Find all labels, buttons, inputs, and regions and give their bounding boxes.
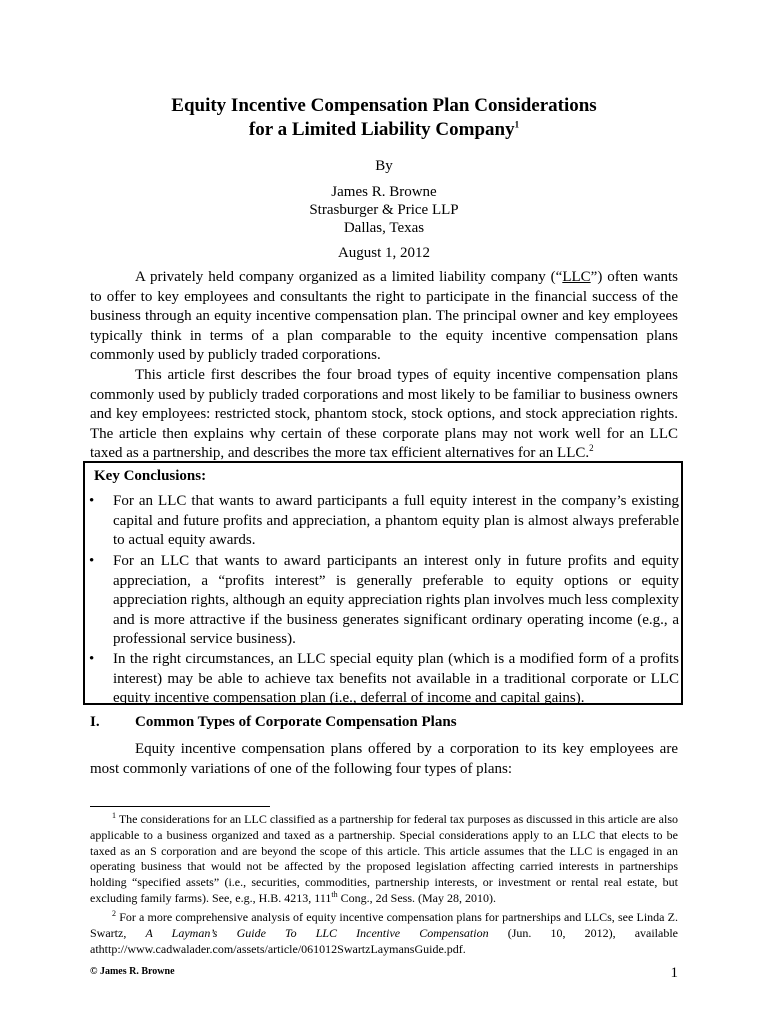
- footnote-separator: [90, 806, 270, 807]
- intro-paragraph-1: A privately held company organized as a limited liability company (“LLC”) often wants to offer to key employees and consultants the right to participate in the financial success of the business through an equity incentive compensation plan. The principal owner and key employees typically think in terms of a plan comparable to the equity incentive compensation plans commonly used by publicly traded corporations.: [90, 269, 678, 363]
- title-line-1: Equity Incentive Compensation Plan Considerations: [171, 95, 597, 116]
- intro-paragraph-2: This article first describes the four broad types of equity incentive compensation plans commonly used by publicly traded corporations and most likely to be familiar to business owners and key employees: restricted stock, phantom stock, stock options, and stock appreciation rights. The article then explains why certain of these corporate plans may not work well for an LLC taxed as a partnership, and describes the more tax efficient alternatives for an LLC.$^2$: [90, 367, 678, 461]
- title-line-2: for a Limited Liability Company$^1$: [248, 119, 520, 140]
- bullet-icon: •: [89, 553, 95, 569]
- copyright-notice: © James R. Browne: [90, 966, 175, 977]
- footnote-2-mark: 2: [112, 909, 116, 918]
- by-line: By: [375, 158, 393, 174]
- footnote-2-link-text[interactable]: (Jun. 10, 2012), available athttp://www.cadwalader.com/assets/article/061012SwartzLaymansGuide.pdf.: [90, 925, 679, 956]
- title-footnote-ref[interactable]: 1: [514, 119, 520, 130]
- footnote-ref-2[interactable]: 2: [589, 443, 594, 453]
- author-name: James R. Browne: [331, 184, 437, 200]
- key-conclusions-heading: Key Conclusions:: [94, 468, 207, 484]
- publication-date: August 1, 2012: [337, 245, 431, 261]
- page-number: 1: [670, 965, 678, 981]
- footnote-1-mark: 1: [112, 811, 116, 820]
- llc-defined-term: LLC: [562, 269, 591, 285]
- footnote-1: $^1$ The considerations for an LLC classified as a partnership for federal tax purposes as discussed in this article are also applicable to a business organized and taxed as a partnership. Special considerations apply to an LLC that elects to be taxed as an S corporation and are beyond the scope of this article. This article assumes that the LLC is engaged in an operating business that would not be affected by the proposed legislation affecting carried interests in partnerships holding “specified assets” (i.e., securities, commodities, partnership interests, or investment or rental real estate, but excluding family farms). See, e.g., H.B. 4213, 111th Cong., 2d Sess. (May 28, 2010).: [90, 811, 678, 905]
- section-number: I.: [90, 714, 100, 730]
- key-conclusions-box: Key Conclusions: • For an LLC that wants to award participants a full equity interest in the company’s existing capital and future profits and appreciation, a phantom equity plan is almost always preferable to actual equity awards. • For an LLC that wants to award participants an interest only in future profits and equity appreciation, a “profits interest” is generally preferable to equity options or equity appreciation rights, although an equity appreciation rights plan involves much less complexity and is more attractive if the business generates significant ordinary operating income (e.g., a professional service business). • In the right circumstances, an LLC special equity plan (which is a modified form of a profits interest) may be able to achieve tax benefits not available in a traditional corporate or LLC equity incentive compensation plan (i.e., deferral of income and capital gains).: [83, 461, 683, 705]
- section-heading: Common Types of Corporate Compensation Plans: [135, 714, 457, 730]
- footnote-2: $^2$ For a more comprehensive analysis of equity incentive compensation plans for partnerships and LLCs, see Linda Z. Swartz, A Layman’s Guide To LLC Incentive Compensation (Jun. 10, 2012), available athttp://www.cadwalader.com/assets/article/061012SwartzLaymansGuide.pdf.: [90, 909, 679, 956]
- bullet-icon: •: [89, 493, 95, 509]
- bullet-icon: •: [89, 651, 95, 667]
- author-firm: Strasburger & Price LLP: [309, 202, 459, 218]
- section-paragraph: Equity incentive compensation plans offered by a corporation to its key employees are most commonly variations of one of the following four types of plans:: [90, 741, 678, 777]
- author-location: Dallas, Texas: [343, 220, 425, 236]
- cited-work-title: A Layman’s Guide To LLC Incentive Compensation: [145, 925, 489, 940]
